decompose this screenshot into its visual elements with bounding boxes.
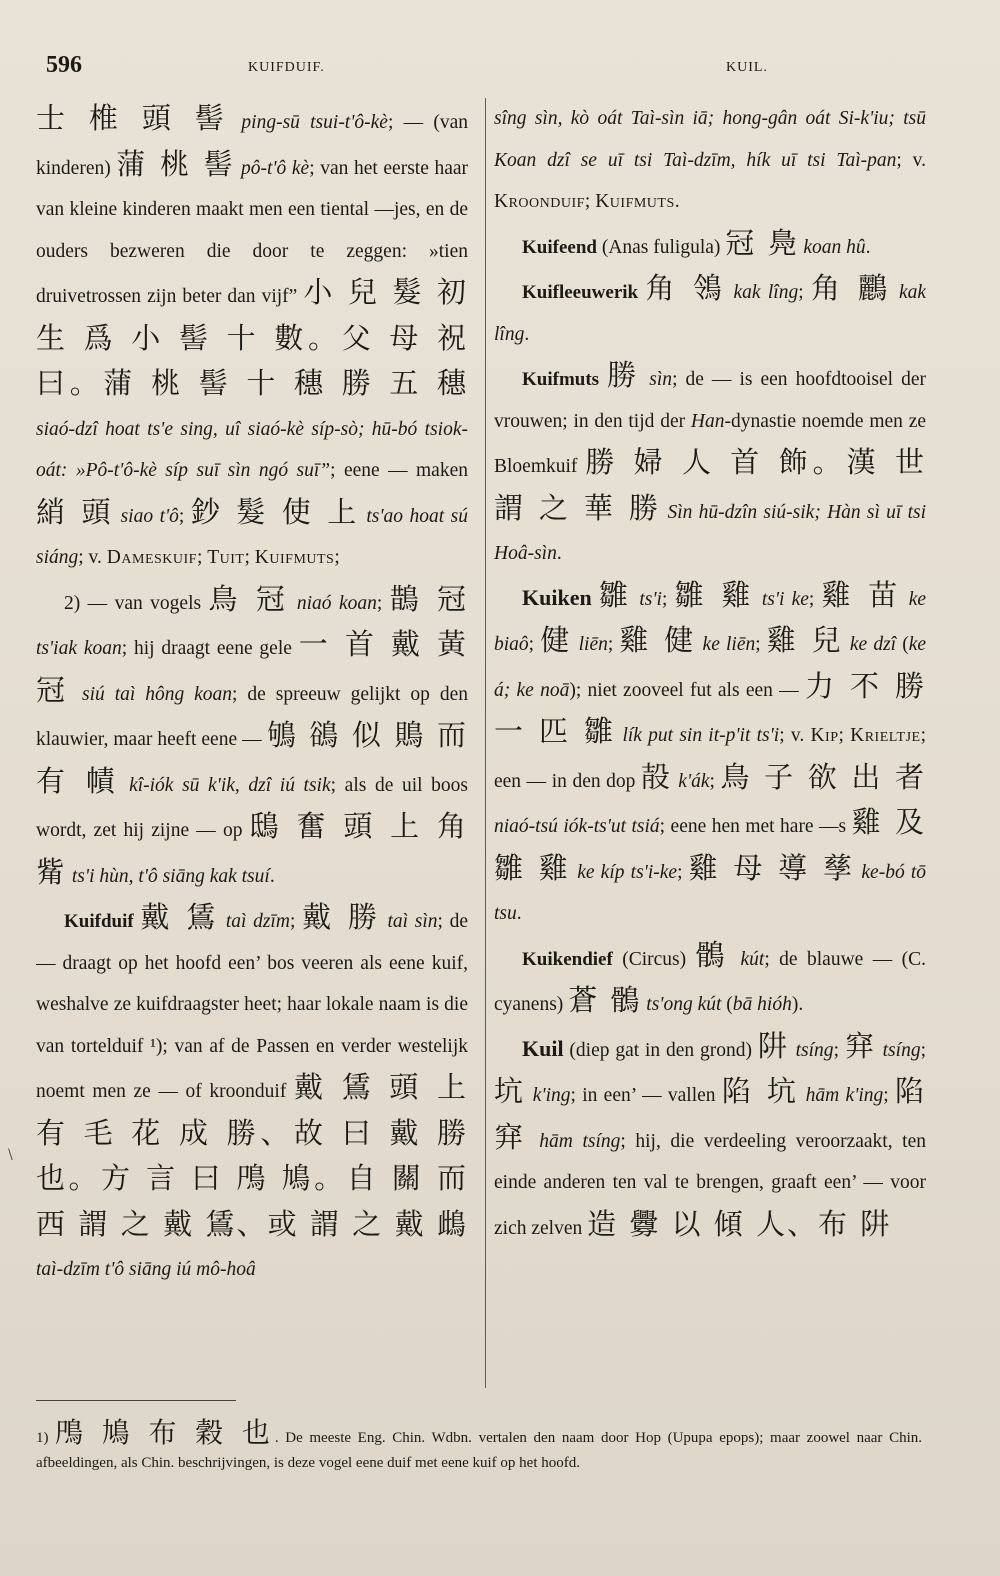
running-head-left: KUIFDUIF. <box>248 60 325 75</box>
entry-kuifeend: Kuifeend (Anas fuligula) 冠 鳧 koan hû. <box>522 225 871 260</box>
entry-kuifduif: Kuifduif 戴 鵀 taì dzīm; 戴 勝 taì sìn; de — draagt op het hoofd een’ bos veeren als eene kuif, weshalve ze kuifdraagster heet; haar lokale naam is die van tortelduif ¹); van af de Passen en verder westelijk noemt men ze — of kroonduif 戴 鵀 頭 上 有 毛 花 成 勝、故 曰 戴 勝 也。方 言 曰 鳲 鳩。自 關 而 西 謂 之 戴 鵀、或 謂 之 戴 䳄 taì-dzīm t'ô siāng iú mô-hoâ <box>36 900 468 1280</box>
entry-continuation-right: sîng sìn, kò oát Taì-sìn iā; hong-gân oát Si-k'iu; tsū Koan dzî se uī tsi Taì-dzīm, hík uī tsi Taì-pan; v. Kroonduif; Kuifmuts. <box>494 108 926 212</box>
entry-kuifleeuwerik: Kuifleeuwerik 角 鴒 kak lîng; 角 鸝 kak lîng. <box>494 271 926 345</box>
entry-kuikendief: Kuikendief (Circus) 鶻 kút; de blauwe — (C. cyanens) 蒼 鶻 ts'ong kút (bā hióh). <box>494 937 926 1017</box>
margin-marker: \ <box>8 1147 13 1163</box>
right-column <box>494 98 926 1383</box>
entry-kuiken: Kuiken 雛 ts'i; 雛 雞 ts'i ke; 雞 苗 ke biaô; 健 liēn; 雞 健 ke liēn; 雞 兒 ke dzî (ke á; ke noā); niet zooveel fut als een — 力 不 勝 一 匹 雛 lík put sin it-p'it ts'i; v. Kip; Krieltje; een — in den dop 㱿 k'ák; 鳥 子 欲 出 者 niaó-tsú iók-ts'ut tsiá; eene hen met hare —s 雞 及 雛 雞 ke kíp ts'i-ke; 雞 母 導 孳 ke-bó tō tsu. <box>494 577 926 924</box>
footnote: 1) 鳲 鳩 布 穀 也. De meeste Eng. Chin. Wdbn. vertalen den naam door Hop (Upupa epops); maar zoowel naar Chin. afbeeldingen, als Chin. beschrijvingen, is deze vogel eene duif met eene kuif op het hoofd. <box>36 1416 922 1471</box>
entry-kuifmuts: Kuifmuts 勝 sìn; de — is een hoofdtooisel der vrouwen; in den tijd der Han-dynastie noemde men ze Bloemkuif 勝 婦 人 首 飾。漢 世 謂 之 華 勝 Sìn hū-dzîn siú-sik; Hàn sì uī tsi Hoâ-sìn. <box>494 358 926 564</box>
page-number: 596 <box>46 52 82 78</box>
entry-sense-2: 2) — van vogels 鳥 冠 niaó koan; 鵲 冠 ts'iak koan; hij draagt eene gele 一 首 戴 黃 冠 siú taì hông koan; de spreeuw gelijkt op den klauwier, maar heeft eene — 鴝 鵒 似 鵙 而 有 幘 kî-iók sū k'ik, dzî iú tsik; als de uil boos wordt, zet hij zijne — op 鴟 奮 頭 上 角 觜 ts'i hùn, t'ô siāng kak tsuí. <box>36 581 468 889</box>
entry-continuation: 士 椎 頭 髻 ping-sū tsui-t'ô-kè; — (van kinderen) 蒲 桃 髻 pô-t'ô kè; van het eerste haar van kleine kinderen maakt men een tiental —jes, en de ouders bezweren die door te zeggen: »tien druivetrossen zijn beter dan vijf” 小 兒 髮 初 生 爲 小 髻 十 數。父 母 祝 曰。蒲 桃 髻 十 穗 勝 五 穗 siaó-dzî hoat ts'e sing, uî siaó-kè síp-sò; hū-bó tsiok-oát: »Pô-t'ô-kè síp suī sìn ngó suī”; eene — maken 綃 頭 siao t'ô; 鈔 髮 使 上 ts'ao hoat sú siáng; v. Dameskuif; Tuit; Kuifmuts; <box>36 101 468 568</box>
entry-kuil: Kuil (diep gat in den grond) 阱 tsíng; 穽 tsíng; 坑 k'ing; in een’ — vallen 陷 坑 hām k'ing; 陷 穽 hām tsíng; hij, die verdeeling veroorzaakt, ten einde anderen ten val te brengen, graaft een’ — voor zich zelven 造 釁 以 傾 人、布 阱 <box>494 1028 926 1241</box>
footnote-rule <box>36 1400 236 1401</box>
column-divider <box>485 98 486 1388</box>
running-head-right: KUIL. <box>726 60 768 75</box>
left-column <box>36 98 468 1383</box>
page-header <box>36 52 964 92</box>
